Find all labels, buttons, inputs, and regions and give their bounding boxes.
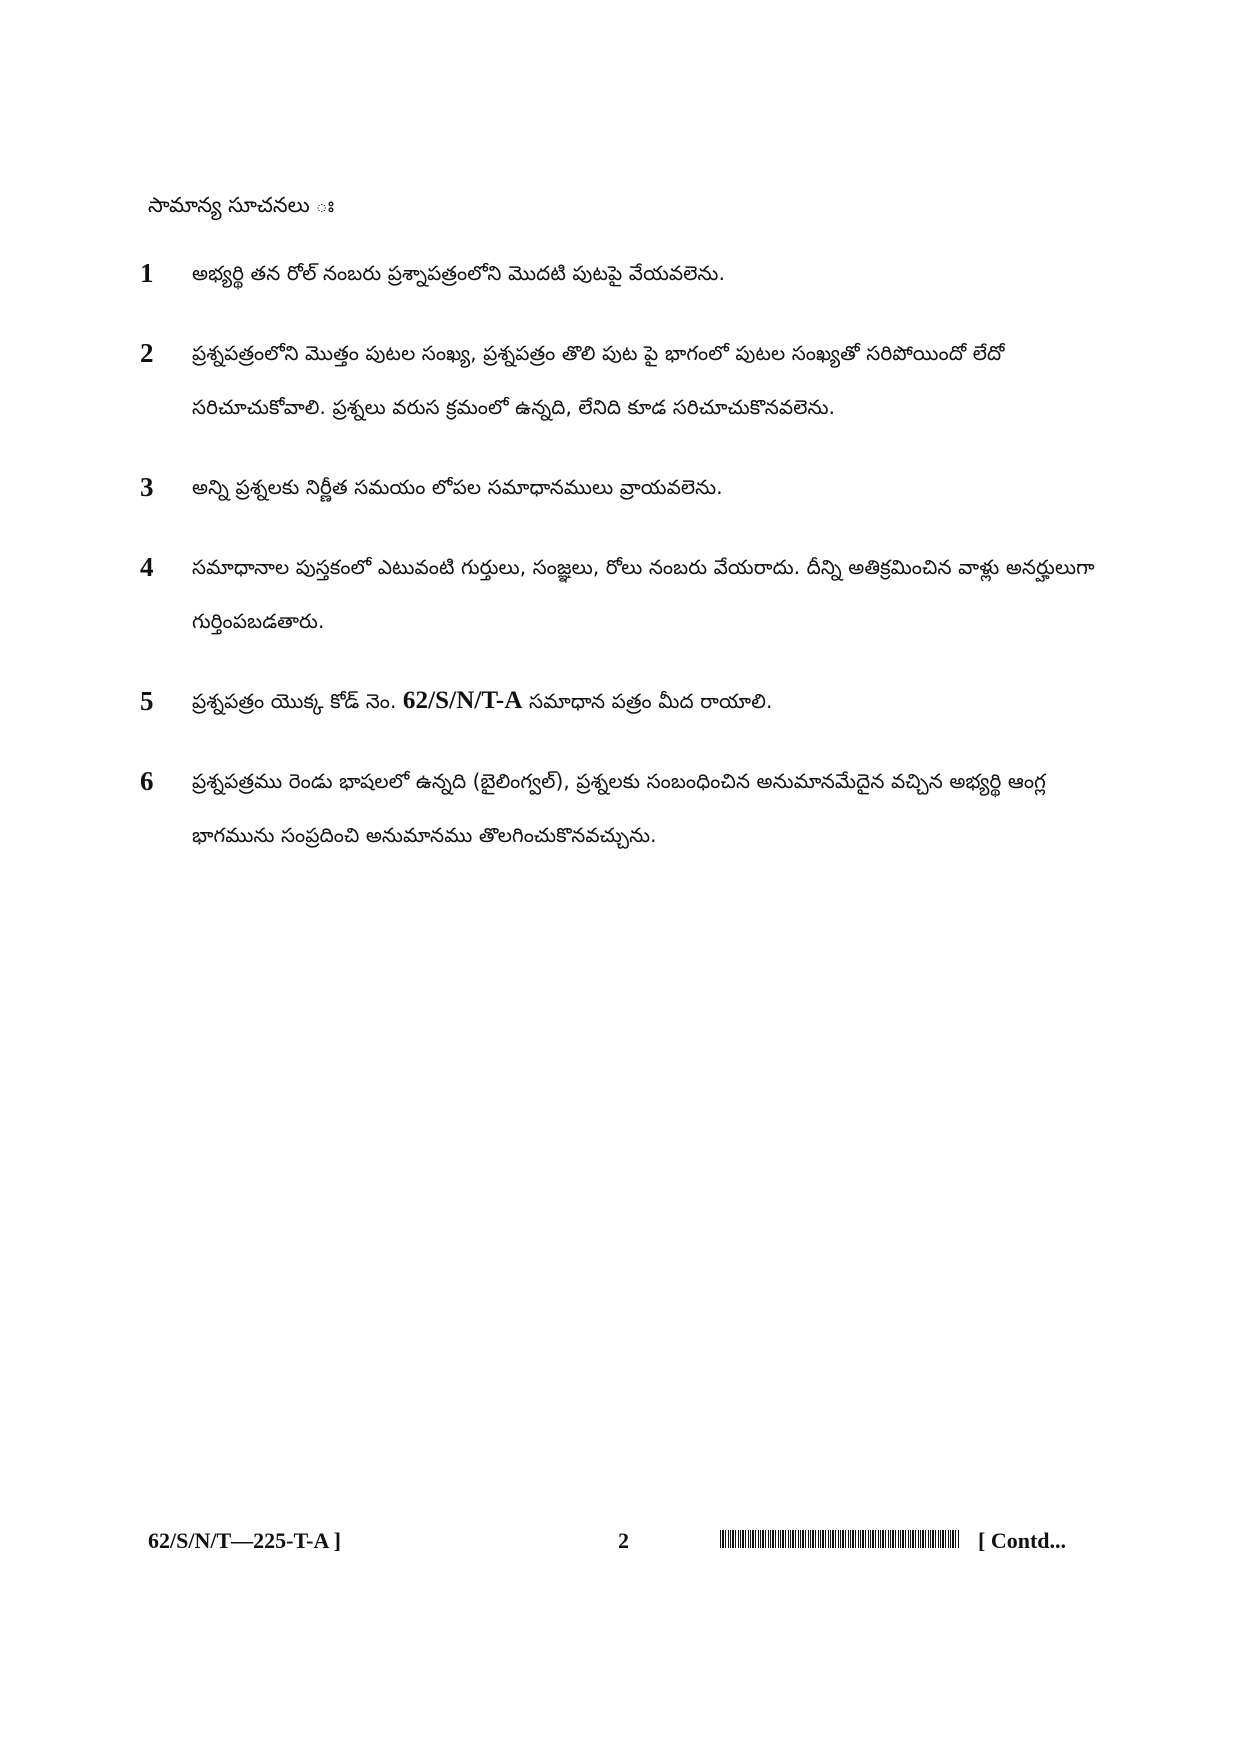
instruction-number: 6 <box>140 766 154 796</box>
instruction-text: ప్రశ్నపత్రము రెండు భాషలలో ఉన్నది (బైలింగ్వల్), ప్రశ్నలకు సంబంధించిన అనుమానమేదైన వచ్చిన అభ్యర్థి ఆంగ్ల భాగమును సంప్రదించి అనుమానము తొలగించుకొనవచ్చును. <box>192 769 1046 847</box>
instruction-item <box>140 766 1120 862</box>
footer-paper-code: 62/S/N/T—225-T-A ] <box>148 1528 341 1553</box>
footer-page-number: 2 <box>618 1528 629 1553</box>
instruction-text: అన్ని ప్రశ్నలకు నిర్ణీత సమయం లోపల సమాధానములు వ్రాయవలెను. <box>192 475 723 499</box>
instruction-text <box>192 674 1120 728</box>
instructions-list <box>140 258 1120 900</box>
instruction-text-before-code: ప్రశ్నపత్రం యొక్క కోడ్ నెం. <box>192 689 397 713</box>
instruction-number: 4 <box>140 552 154 582</box>
instruction-item <box>140 552 1120 648</box>
instruction-text-after-code: సమాధాన పత్రం మీద రాయాలి. <box>528 689 773 713</box>
question-paper-code: 62/S/N/T-A <box>402 687 523 714</box>
instruction-text: సమాధానాల పుస్తకంలో ఎటువంటి గుర్తులు, సంజ్ఞలు, రోలు నంబరు వేయరాదు. దీన్ని అతిక్రమించిన వాళ్లు అనర్హులుగా గుర్తింపబడతారు. <box>192 555 1095 633</box>
instruction-number: 3 <box>140 472 154 502</box>
instruction-item <box>140 686 1120 728</box>
instruction-item <box>140 472 1120 514</box>
instruction-number: 5 <box>140 686 154 716</box>
instructions-heading: సామాన్య సూచనలు ః <box>148 193 335 217</box>
instruction-text: ప్రశ్నపత్రంలోని మొత్తం పుటల సంఖ్య, ప్రశ్నపత్రం తొలి పుట పై భాగంలో పుటల సంఖ్యతో సరిపోయిందో లేదో సరిచూచుకోవాలి. ప్రశ్నలు వరుస క్రమంలో ఉన్నది, లేనిది కూడ సరిచూచుకొనవలెను. <box>192 341 1005 419</box>
instruction-item <box>140 338 1120 434</box>
barcode-icon <box>720 1530 960 1548</box>
page-footer <box>148 1524 1122 1558</box>
instruction-number: 1 <box>140 258 154 288</box>
footer-continued: [ Contd... <box>978 1528 1067 1553</box>
instruction-text: అభ్యర్థి తన రోల్ నంబరు ప్రశ్నాపత్రంలోని మొదటి పుటపై వేయవలెను. <box>192 261 726 285</box>
instruction-number: 2 <box>140 338 154 368</box>
instruction-item <box>140 258 1120 300</box>
